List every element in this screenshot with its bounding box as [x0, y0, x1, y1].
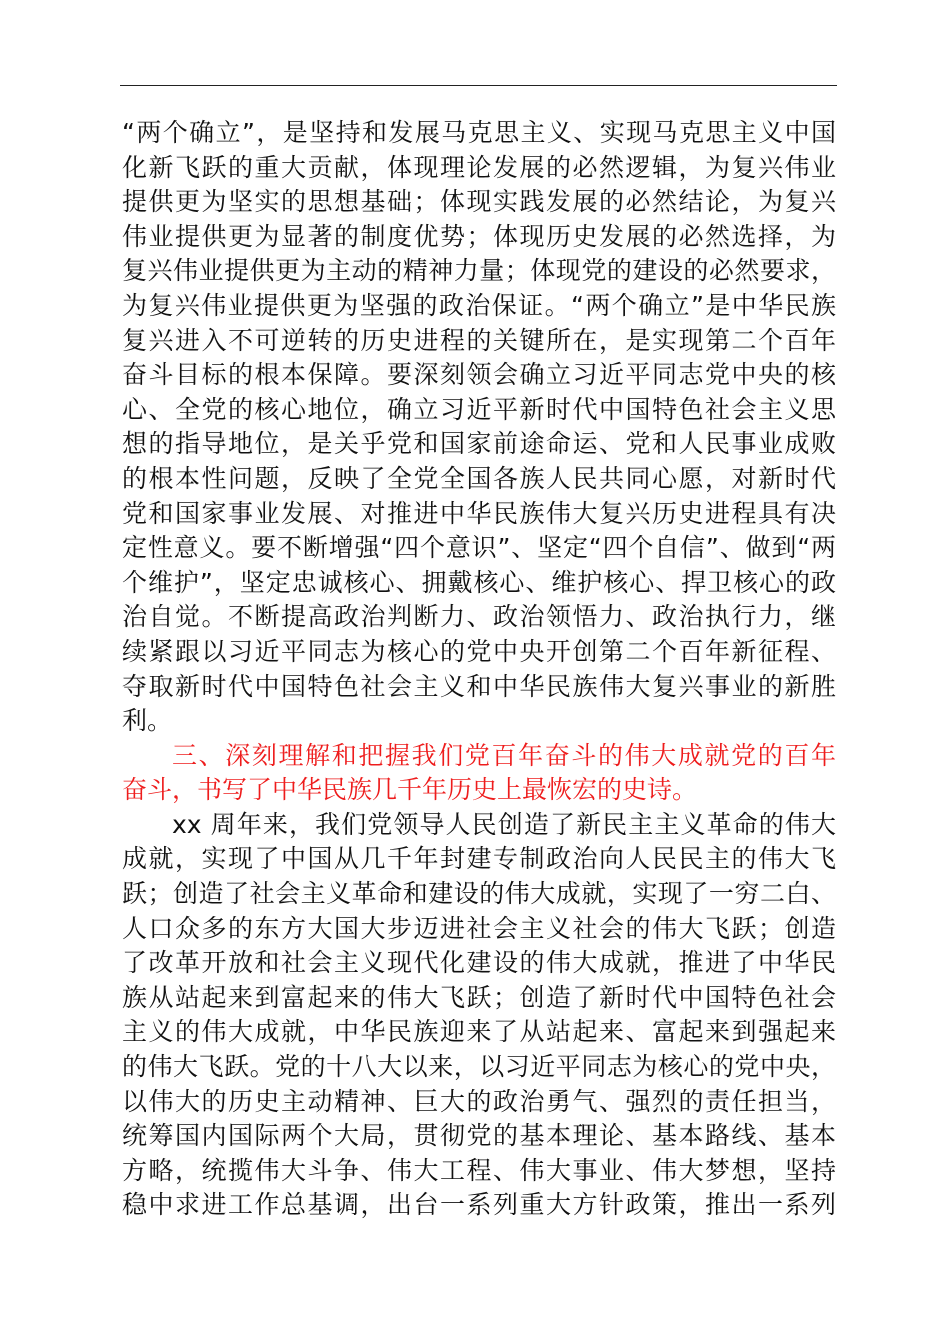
- text-line: 化新飞跃的重大贡献，体现理论发展的必然逻辑，为复兴伟业: [122, 152, 836, 182]
- text-line: 复兴进入不可逆转的历史进程的关键所在，是实现第二个百年: [122, 325, 836, 355]
- text-line: 提供更为坚实的思想基础；体现实践发展的必然结论，为复兴: [122, 187, 836, 217]
- text-line: 为复兴伟业提供更为坚强的政治保证。“两个确立”是中华民族: [122, 290, 836, 320]
- section-heading: [122, 739, 836, 808]
- text-line: 利。: [122, 706, 173, 736]
- text-line: 稳中求进工作总基调，出台一系列重大方针政策，推出一系列: [122, 1190, 836, 1220]
- text-line: 族从站起来到富起来的伟大飞跃；创造了新时代中国特色社会: [122, 982, 836, 1012]
- text-line: 主义的伟大成就，中华民族迎来了从站起来、富起来到强起来: [122, 1017, 836, 1047]
- text-line: 以伟大的历史主动精神、巨大的政治勇气、强烈的责任担当，: [122, 1086, 836, 1116]
- text-line: 跃；创造了社会主义革命和建设的伟大成就，实现了一穷二白、: [122, 879, 836, 909]
- text-line: 人口众多的东方大国大步迈进社会主义社会的伟大飞跃；创造: [122, 913, 836, 943]
- text-line: 续紧跟以习近平同志为核心的党中央开创第二个百年新征程、: [122, 636, 836, 666]
- text-line: 党和国家事业发展、对推进中华民族伟大复兴历史进程具有决: [122, 498, 836, 528]
- text-line: 了改革开放和社会主义现代化建设的伟大成就，推进了中华民: [122, 948, 836, 978]
- heading-line: 三、深刻理解和把握我们党百年奋斗的伟大成就党的百年: [172, 740, 836, 770]
- text-line: 个维护”，坚定忠诚核心、拥戴核心、维护核心、捍卫核心的政: [122, 567, 836, 597]
- text-line: 夺取新时代中国特色社会主义和中华民族伟大复兴事业的新胜: [122, 671, 836, 701]
- text-line: 方略，统揽伟大斗争、伟大工程、伟大事业、伟大梦想，坚持: [122, 1155, 836, 1185]
- paragraph-two-establishments: [122, 116, 836, 739]
- text-line: “两个确立”，是坚持和发展马克思主义、实现马克思主义中国: [122, 118, 836, 147]
- text-line: 统筹国内国际两个大局，贯彻党的基本理论、基本路线、基本: [122, 1121, 836, 1151]
- paragraph-achievements: [122, 808, 836, 1223]
- document-body: [122, 116, 836, 1223]
- text-line: 想的指导地位，是关乎党和国家前途命运、党和人民事业成败: [122, 429, 836, 459]
- text-line: 伟业提供更为显著的制度优势；体现历史发展的必然选择，为: [122, 221, 836, 251]
- text-line: 成就，实现了中国从几千年封建专制政治向人民民主的伟大飞: [122, 844, 836, 874]
- text-line: 治自觉。不断提高政治判断力、政治领悟力、政治执行力，继: [122, 602, 836, 632]
- heading-line: 奋斗，书写了中华民族几千年历史上最恢宏的史诗。: [122, 775, 698, 805]
- text-line: 定性意义。要不断增强“四个意识”、坚定“四个自信”、做到“两: [122, 533, 836, 563]
- text-line: 奋斗目标的根本保障。要深刻领会确立习近平同志党中央的核: [122, 360, 836, 390]
- text-line: 心、全党的核心地位，确立习近平新时代中国特色社会主义思: [122, 394, 836, 424]
- text-line: 的伟大飞跃。党的十八大以来，以习近平同志为核心的党中央，: [122, 1052, 836, 1082]
- text-line: xx 周年来，我们党领导人民创造了新民主主义革命的伟大: [172, 809, 836, 839]
- header-rule: [120, 85, 837, 86]
- text-line: 的根本性问题，反映了全党全国各族人民共同心愿，对新时代: [122, 463, 836, 493]
- text-line: 复兴伟业提供更为主动的精神力量；体现党的建设的必然要求，: [122, 256, 836, 286]
